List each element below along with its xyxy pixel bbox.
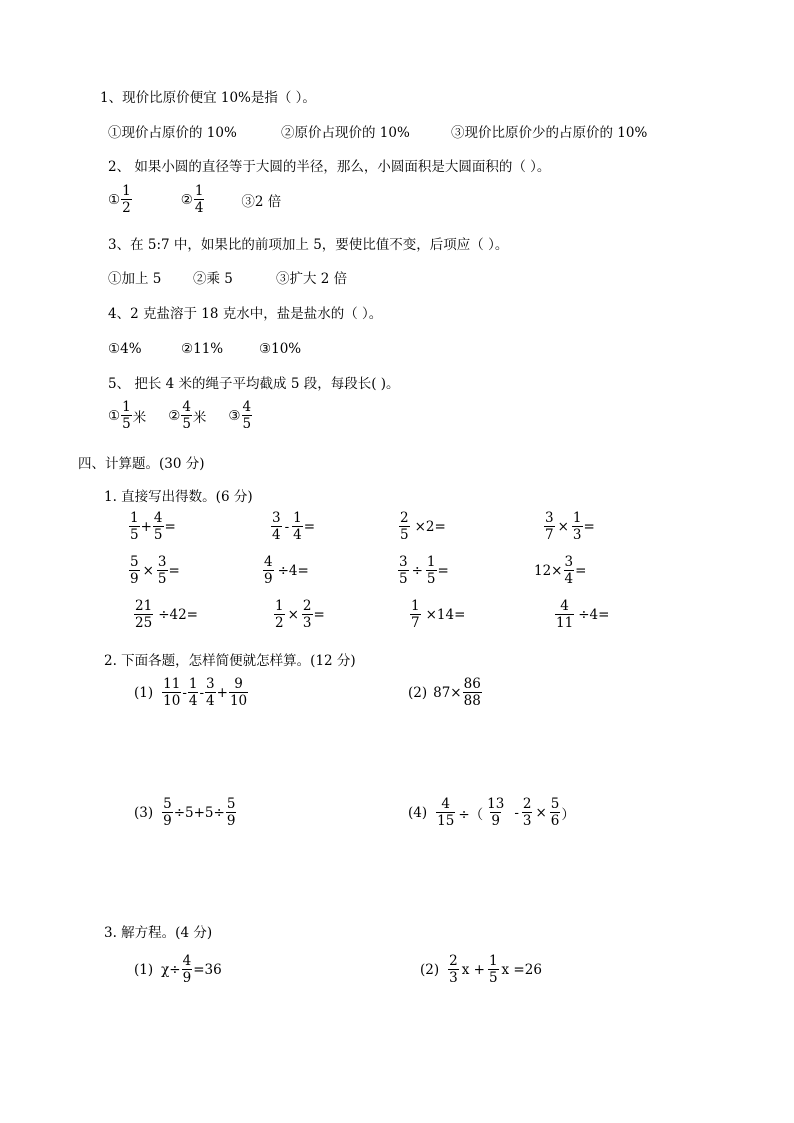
fraction: $\frac{4}{5}$ (153, 510, 163, 543)
part1-title: 1. 直接写出得数。(6 分) (104, 489, 253, 505)
q1-option-2: ②原价占现价的 10% (281, 125, 410, 141)
operator: × (535, 804, 547, 821)
simplify-2 (408, 677, 483, 708)
fraction: $\frac{2}{3}$ (302, 598, 312, 631)
expr-lead: χ÷ (161, 961, 181, 978)
equals: = (575, 562, 587, 579)
q3-stem: 3、在 5:7 中，如果比的前项加上 5，要使比值不变，后项应（ ）。 (108, 237, 509, 253)
item-label: (1) (134, 961, 154, 978)
expr-3 (398, 511, 446, 542)
fraction: 11 10 (163, 676, 181, 709)
equals: = (583, 518, 595, 535)
q1-option-3: ③现价比原价少的占原价的 10% (451, 125, 648, 141)
fraction: 4 5 (182, 399, 191, 432)
fraction: $\frac{5}{9}$ (226, 796, 236, 829)
fraction: $\frac{4}{15}$ (437, 796, 455, 829)
q5-option-2-mark: ② (168, 407, 181, 424)
item-label: (2) (420, 961, 440, 978)
expr-tail: ÷4= (277, 562, 309, 579)
equals: = (313, 606, 325, 623)
q3-option-1: ①加上 5 (108, 271, 162, 287)
expr-tail: ÷4= (578, 606, 610, 623)
equation-2 (420, 954, 542, 985)
fraction: $\frac{4}{11}$ (556, 598, 574, 631)
fraction: 1 5 (122, 399, 131, 432)
item-label: (4) (408, 804, 428, 821)
expr-8 (534, 555, 586, 586)
fraction: 3 4 (206, 676, 215, 709)
q3-option-3: ③扩大 2 倍 (276, 271, 348, 287)
q2-stem: 2、 如果小圆的直径等于大圆的半径，那么，小圆面积是大圆面积的（ ）。 (108, 159, 551, 175)
fraction: 1 4 (188, 676, 198, 709)
fraction: $\frac{4}{9}$ (264, 554, 273, 587)
expr-5 (128, 555, 180, 586)
expr-mid: x + (461, 961, 485, 978)
fraction: 3 4 (272, 510, 281, 543)
expr-2 (270, 511, 315, 542)
expr-7 (397, 555, 449, 586)
fraction: $\frac{1}{5}$ (426, 554, 436, 587)
equation-1 (134, 954, 222, 985)
fraction: 4 5 (242, 399, 252, 432)
fraction: $\frac{2}{3}$ (522, 796, 532, 829)
q5-stem: 5、 把长 4 米的绳子平均截成 5 段，每段长( )。 (108, 376, 400, 392)
fraction: 13 9 (487, 796, 505, 829)
unit: 米 (192, 409, 207, 426)
simplify-4 (408, 797, 575, 828)
simplify-3 (134, 797, 237, 828)
operator: - (284, 518, 290, 535)
fraction: $\frac{1}{5}$ (488, 953, 498, 986)
expr-12 (554, 599, 609, 630)
part3-title: 3. 解方程。(4 分) (104, 925, 213, 941)
fraction: $\frac{5}{6}$ (550, 796, 560, 829)
q1-stem: 1、现价比原价便宜 10%是指（ ）。 (100, 90, 316, 106)
part2-title: 2. 下面各题，怎样简便就怎样算。(12 分) (104, 653, 356, 669)
fraction: $\frac{3}{4}$ (564, 554, 574, 587)
q5-option-3-mark: ③ (228, 407, 241, 424)
expr-lead: 12× (534, 562, 563, 579)
q1-option-1: ①现价占原价的 10% (108, 125, 237, 141)
operator: - (199, 684, 205, 701)
q2-options (108, 184, 281, 215)
expr-tail: ×14= (425, 606, 466, 623)
fraction: 1 2 (122, 183, 131, 216)
expr-tail: ×2= (414, 518, 446, 535)
equals: = (164, 518, 176, 535)
expr-tail: =36 (193, 961, 222, 978)
simplify-1 (134, 677, 249, 708)
expr-1 (128, 511, 176, 542)
item-label: (1) (134, 684, 154, 701)
item-label: (3) (134, 804, 154, 821)
q2-option-2-mark: ② (180, 191, 193, 208)
close-paren: ） (561, 806, 575, 823)
expr-4 (543, 511, 595, 542)
expr-tail: x =26 (501, 961, 542, 978)
q4-stem: 4、2 克盐溶于 18 克水中，盐是盐水的（ ）。 (108, 306, 383, 322)
fraction: $\frac{2}{5}$ (400, 510, 409, 543)
q2-option-1-mark: ① (108, 191, 121, 208)
fraction: $\frac{3}{5}$ (399, 554, 408, 587)
fraction: $\frac{1}{7}$ (411, 598, 420, 631)
fraction: 1 4 (194, 183, 204, 216)
equals: = (303, 518, 316, 535)
q5-option-1-mark: ① (108, 407, 121, 424)
expr-9 (133, 599, 198, 630)
open-paren: ÷（ (458, 806, 484, 823)
fraction: 1 5 (130, 510, 139, 543)
fraction: $\frac{3}{5}$ (157, 554, 167, 587)
q2-option-3: ③2 倍 (241, 193, 282, 210)
operator: × (142, 562, 154, 579)
q4-option-1: ①4% (108, 341, 142, 357)
operator: - (514, 804, 519, 821)
q5-options (108, 400, 253, 431)
expr-10 (273, 599, 325, 630)
fraction: $\frac{5}{9}$ (130, 554, 139, 587)
operator: + (140, 518, 152, 535)
operator: × (557, 518, 569, 535)
fraction: $\frac{5}{9}$ (163, 796, 172, 829)
unit: 米 (132, 409, 147, 426)
fraction: $\frac{21}{25}$ (135, 598, 153, 631)
operator: ÷ (411, 562, 423, 579)
expr-6 (262, 555, 309, 586)
fraction: $\frac{1}{4}$ (293, 510, 302, 543)
fraction: $\frac{1}{3}$ (572, 510, 582, 543)
expr-tail: ÷42= (158, 606, 198, 623)
fraction: $\frac{1}{2}$ (275, 598, 284, 631)
q3-option-2: ②乘 5 (193, 271, 233, 287)
expr-11 (409, 599, 465, 630)
expr-lead: 87× (433, 684, 462, 701)
operator: - (182, 684, 187, 701)
fraction: $\frac{3}{7}$ (545, 510, 554, 543)
expr-mid: ÷5+5÷ (173, 804, 225, 821)
operator: × (287, 606, 299, 623)
item-label: (2) (408, 684, 428, 701)
equals: = (437, 562, 449, 579)
q4-option-2: ②11% (181, 341, 224, 357)
fraction: $\frac{9}{10}$ (229, 676, 248, 709)
fraction: $\frac{86}{88}$ (463, 676, 481, 709)
section-title: 四、计算题。(30 分) (78, 456, 205, 472)
q4-option-3: ③10% (259, 341, 302, 357)
equals: = (168, 562, 180, 579)
fraction: $\frac{4}{9}$ (182, 953, 192, 986)
operator: + (216, 684, 228, 701)
fraction: 2 3 (449, 953, 458, 986)
